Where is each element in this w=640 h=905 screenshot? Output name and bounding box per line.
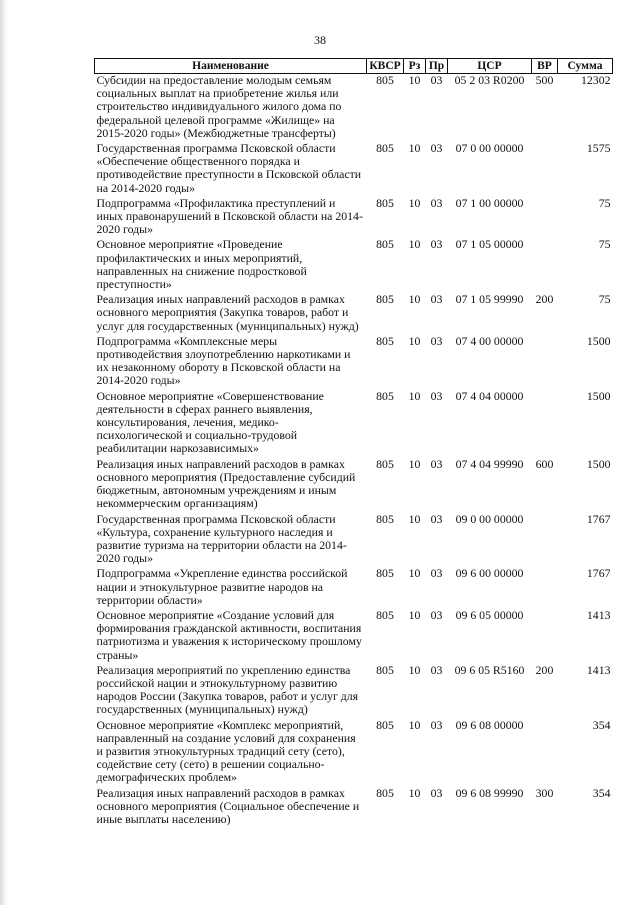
cell-sum: 1413 [586,662,611,677]
cell-sum: 1575 [586,141,611,156]
cell-kvsr: 805 [376,141,394,156]
header-sum: Сумма [558,59,613,74]
cell-vr [532,567,558,609]
cell-rz: 10 [408,141,421,156]
cell-rz: 10 [408,292,421,307]
cell-vr: 300 [535,785,554,800]
cell-csr: 09 0 00 00000 [455,511,524,526]
table-row [95,74,613,143]
cell-kvsr: 805 [376,73,394,87]
cell-csr: 07 4 04 00000 [455,388,524,403]
cell-sum: 12302 [581,73,611,87]
cell-kvsr: 805 [376,717,394,732]
page-number: 38 [314,33,326,47]
table-row [95,787,613,829]
table-row [95,609,613,664]
cell-rz: 10 [408,388,421,403]
cell-vr [532,609,558,664]
cell-rz: 10 [408,456,421,471]
cell-pr: 03 [430,511,443,526]
cell-rz: 10 [408,195,421,210]
cell-name: Реализация иных направлений расходов в рамках основного мероприятия (Предоставление субсидий бюджетным, автономным учреждениям и иным некоммерческим организациям) [96,456,356,511]
cell-rz: 10 [408,73,421,87]
cell-sum: 75 [598,195,611,210]
cell-name: Реализация мероприятий по укреплению единства российской нации и этнокультурному развитию народов России (Закупка товаров, работ и услуг для государственных (муниципальных) нужд) [96,662,359,717]
cell-vr [532,513,558,568]
table-row [95,238,613,293]
cell-csr: 07 0 00 00000 [455,141,524,156]
header-kvsr: КВСР [367,59,404,74]
header-vr: ВР [532,59,558,74]
cell-kvsr: 805 [376,237,394,252]
cell-name: Основное мероприятие «Проведение профилактических и иных мероприятий, направленных на снижение подростковой преступности» [96,237,307,292]
header-csr: ЦСР [448,59,532,74]
table-row [95,293,613,335]
cell-name: Реализация иных направлений расходов в рамках основного мероприятия (Социальное обеспечение и иные выплаты населению) [96,785,360,826]
cell-kvsr: 805 [376,511,394,526]
cell-sum: 354 [592,785,611,800]
cell-pr: 03 [430,292,443,307]
cell-sum: 1767 [586,566,611,581]
cell-name: Субсидии на предоставление молодым семьям социальных выплат на приобретение жилья или строительство индивидуального жилого дома по федеральной целевой программе «Жилище» на 2015-2020 годы» (Межбюджетные трансферты) [96,73,342,140]
cell-name: Реализация иных направлений расходов в рамках основного мероприятия (Закупка товаров, работ и услуг для государственных (муниципальных) нужд) [96,292,359,333]
table-row [95,335,613,390]
cell-sum: 75 [598,237,611,252]
cell-vr: 500 [535,73,554,87]
cell-sum: 354 [592,717,611,732]
cell-kvsr: 805 [376,388,394,403]
cell-vr [532,335,558,390]
header-pr: Пр [426,59,448,74]
cell-csr: 09 6 08 99990 [455,785,524,800]
header-rz: Рз [404,59,426,74]
cell-vr: 200 [535,662,554,677]
cell-rz: 10 [408,237,421,252]
table-row [95,390,613,458]
cell-kvsr: 805 [376,333,394,348]
cell-kvsr: 805 [376,456,394,471]
cell-csr: 09 6 00 00000 [455,566,524,581]
table-row [95,513,613,568]
cell-pr: 03 [430,717,443,732]
cell-name: Подпрограмма «Профилактика преступлений и иных правонарушений в Псковской области на 2014-2020 годы» [96,195,363,237]
cell-kvsr: 805 [376,566,394,581]
cell-kvsr: 805 [376,607,394,622]
cell-name: Основное мероприятие «Комплекс мероприятий, направленный на создание условий для сохранения и развития этнокультурных традиций сету (сето), содействие сету (сето) в решении социально-демографических проблем» [96,717,356,785]
cell-csr: 05 2 03 R0200 [454,73,525,87]
table-row [95,142,613,197]
cell-pr: 03 [430,237,443,252]
cell-csr: 07 1 00 00000 [455,195,524,210]
cell-name: Основное мероприятие «Совершенствование деятельности в сферах раннего выявления, консультирования, лечения, медико-психологической и социально-трудовой реабилитации наркозависимых» [96,388,324,456]
cell-sum: 1500 [586,456,611,471]
table-row [95,458,613,513]
table-row [95,664,613,719]
cell-csr: 07 1 05 00000 [455,237,524,252]
cell-name: Государственная программа Псковской области «Обеспечение общественного порядка и противодействие преступности в Псковской области на 2014-2020 годы» [96,141,362,195]
cell-rz: 10 [408,566,421,581]
cell-name: Подпрограмма «Укрепление единства российской нации и этнокультурное развитие народов на территории области» [96,566,348,607]
cell-name: Основное мероприятие «Создание условий для формирования гражданской активности, воспитания патриотизма и уважения к историческому прошлому страны» [96,607,362,662]
cell-pr: 03 [430,456,443,471]
budget-table [94,58,613,828]
cell-sum: 1500 [586,388,611,403]
cell-csr: 07 1 05 99990 [455,292,524,307]
cell-pr: 03 [430,785,443,800]
cell-sum: 1413 [586,607,611,622]
cell-pr: 03 [430,73,443,87]
cell-kvsr: 805 [376,195,394,210]
cell-pr: 03 [430,566,443,581]
cell-sum: 75 [598,292,611,307]
cell-vr [532,390,558,458]
cell-csr: 09 6 05 R5160 [454,662,525,677]
table-row [95,719,613,787]
cell-vr: 200 [535,292,554,307]
cell-vr [532,238,558,293]
cell-sum: 1767 [586,511,611,526]
cell-csr: 07 4 00 00000 [455,333,524,348]
table-row [95,197,613,239]
cell-pr: 03 [430,662,443,677]
cell-kvsr: 805 [376,785,394,800]
cell-csr: 09 6 05 00000 [455,607,524,622]
cell-csr: 07 4 04 99990 [455,456,524,471]
cell-rz: 10 [408,511,421,526]
cell-pr: 03 [430,141,443,156]
page-scan-edge [0,0,8,905]
cell-kvsr: 805 [376,292,394,307]
cell-name: Государственная программа Псковской области «Культура, сохранение культурного наследия и развитие туризма на территории области на 2014-2020 годы» [96,511,347,566]
cell-vr [532,197,558,239]
cell-rz: 10 [408,333,421,348]
cell-sum: 1500 [586,333,611,348]
cell-rz: 10 [408,785,421,800]
cell-vr [532,719,558,787]
table-row [95,567,613,609]
cell-vr [532,142,558,197]
cell-rz: 10 [408,662,421,677]
cell-pr: 03 [430,195,443,210]
header-name: Наименование [95,59,367,74]
cell-rz: 10 [408,717,421,732]
cell-pr: 03 [430,333,443,348]
cell-rz: 10 [408,607,421,622]
cell-vr: 600 [535,456,554,471]
cell-kvsr: 805 [376,662,394,677]
table-header-row [95,59,613,74]
cell-pr: 03 [430,607,443,622]
cell-name: Подпрограмма «Комплексные меры противодействия злоупотреблению наркотиками и их незаконному обороту в Псковской области на 2014-2020 годы» [96,333,351,388]
cell-csr: 09 6 08 00000 [455,717,524,732]
cell-pr: 03 [430,388,443,403]
